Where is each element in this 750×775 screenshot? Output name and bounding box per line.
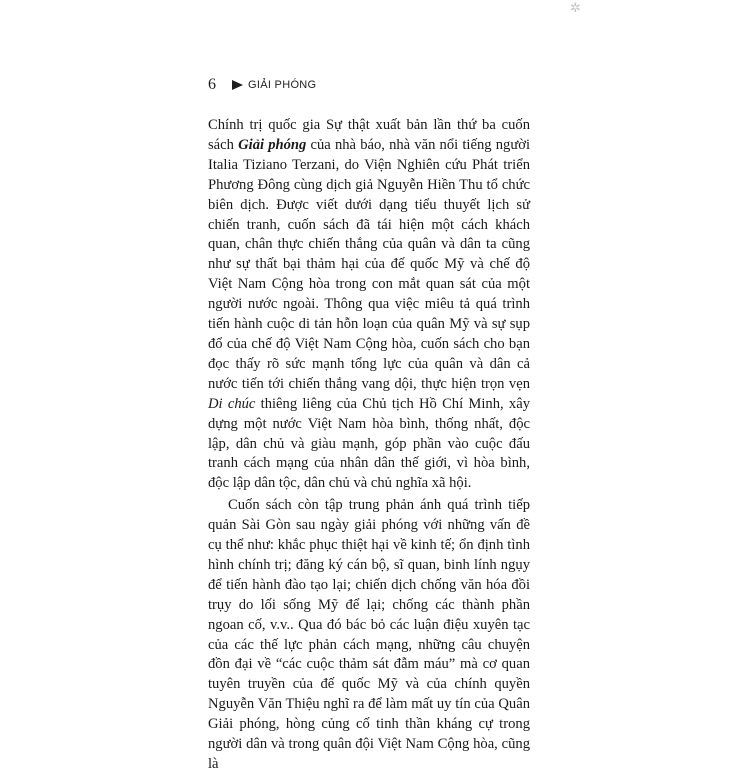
body-text [208,116,530,775]
triangle-right-icon [232,80,243,90]
paragraph-2-run-1: Cuốn sách còn tập trung phản ánh quá trình tiếp quản Sài Gòn sau ngày giải phóng với những vấn đề cụ thể như: khắc phục thiệt hại về kinh tế; ổn định tình hình chính trị; đăng ký cán bộ, sĩ quan, binh lính ngụy để tiến hành đào tạo lại; chiến dịch chống văn hóa đồi trụy do lối sống Mỹ để lại; chống các thành phần ngoan cố, v.v.. Qua đó bác bỏ các luận điệu xuyên tạc của các thế lực phản cách mạng, những câu chuyện đồn đại về “các cuộc thảm sát đẫm máu” mà cơ quan tuyên truyền của đế quốc Mỹ và của chính quyền Nguyễn Văn Thiệu nghĩ ra để làm mất uy tín của Quân Giải phóng, hòng củng cố tinh thần kháng cự trong người dân và trong quân đội Việt Nam Cộng hòa, cũng là [208,497,530,772]
paragraph-1-run-3: của nhà báo, nhà văn nổi tiếng người Italia Tiziano Terzani, do Viện Nghiên cứu Phát triển Phương Đông cùng dịch giả Nguyễn Hiền Thu tổ chức biên dịch. Được viết dưới dạng tiểu thuyết lịch sử chiến tranh, cuốn sách đã tái hiện một cách khách quan, chân thực chiến thắng của quân và dân ta cũng như sự thất bại thảm hại của đế quốc Mỹ và chế độ Việt Nam Cộng hòa trong con mắt quan sát của một người nước ngoài. Thông qua việc miêu tả quá trình tiến hành cuộc di tản hỗn loạn của quân Mỹ và sự sụp đổ của chế độ Việt Nam Cộng hòa, cuốn sách cho bạn đọc thấy rõ sức mạnh tổng lực của quân và dân cả nước tiến tới chiến thắng vang dội, thực hiện trọn vẹn [208,136,530,392]
header-title-group [232,79,316,91]
paragraph-1 [208,116,530,494]
running-header [208,76,316,94]
book-title-emphasis: Giải phóng [238,136,307,153]
di-chuc-emphasis: Di chúc [208,395,256,412]
running-header-title: GIẢI PHÓNG [248,79,317,91]
paragraph-1-run-5: thiêng liêng của Chủ tịch Hồ Chí Minh, xây dựng một nước Việt Nam hòa bình, thống nhất, độc lập, dân chủ và giàu mạnh, góp phần vào cuộc đấu tranh cách mạng của nhân dân thế giới, vì hòa bình, độc lập dân tộc, dân chủ và chủ nghĩa xã hội. [208,395,530,492]
corner-mark: ✲ [570,1,581,16]
paragraph-2 [208,496,530,775]
page-number: 6 [208,76,216,93]
paragraph-1-run-1: Chính trị quốc gia Sự thật xuất bản lần thứ ba cuốn sách [208,117,530,153]
